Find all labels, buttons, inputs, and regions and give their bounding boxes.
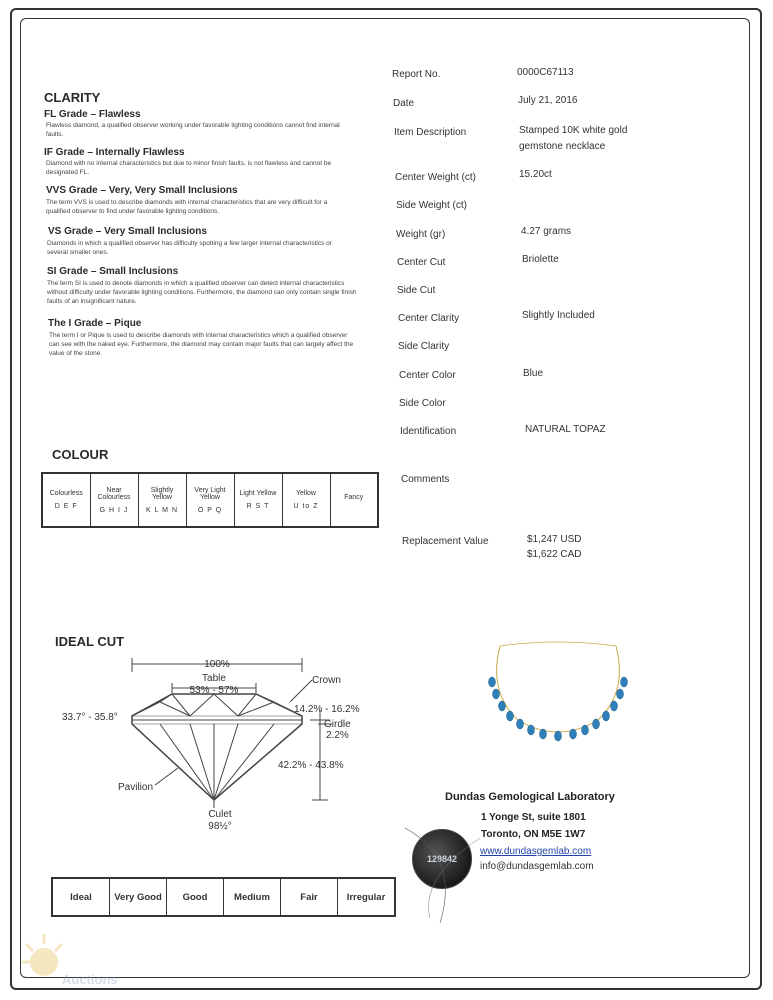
watermark-text: Auctions xyxy=(62,972,118,987)
replacement-value-label: Replacement Value xyxy=(402,536,489,547)
colour-cell xyxy=(234,473,282,527)
label-crown-range: 14.2% - 16.2% xyxy=(294,704,360,715)
center-clarity-value: Slightly Included xyxy=(522,310,595,321)
weight-gr-value: 4.27 grams xyxy=(521,226,572,237)
colour-name: Slightly Yellow xyxy=(150,486,174,501)
colour-name: Light Yellow xyxy=(239,490,277,497)
grade-if-title: IF Grade – Internally Flawless xyxy=(44,147,185,158)
center-color-value: Blue xyxy=(523,368,544,379)
colour-grades: G H I J xyxy=(99,506,129,514)
colour-grades: O P Q xyxy=(197,506,223,514)
label-culet: Culet xyxy=(208,809,232,820)
cut-scale-cell: Fair xyxy=(281,878,338,916)
grade-fl-title: FL Grade – Flawless xyxy=(44,109,141,120)
center-weight-value: 15.20ct xyxy=(519,169,552,180)
side-cut-label: Side Cut xyxy=(397,285,436,296)
grade-if-desc: Diamond with no internal characteristics but due to minor finish faults, is not flawless and cannot be designated FL. xyxy=(46,160,332,176)
replacement-cad: $1,622 CAD xyxy=(527,549,582,560)
colour-grades: D E F xyxy=(54,503,78,510)
identification-value: NATURAL TOPAZ xyxy=(525,424,606,435)
grade-i-title: The I Grade – Pique xyxy=(48,318,142,329)
colour-table xyxy=(41,472,379,528)
grade-i-desc: The term I or Pique is used to describe diamonds with internal characteristics which a qualified observer can see with the naked eye. Furthermore, the diamond may contain major faults that can largely affect the value of the stone. xyxy=(49,332,354,357)
colour-cell xyxy=(42,473,90,527)
colour-title: COLOUR xyxy=(52,447,109,462)
seal-number: 129842 xyxy=(426,854,458,864)
colour-grades: U to Z xyxy=(293,503,319,510)
label-total: 100% xyxy=(204,659,230,670)
colour-name: Colourless xyxy=(49,490,83,497)
label-crown: Crown xyxy=(312,675,341,686)
grade-vvs-title: VVS Grade – Very, Very Small Inclusions xyxy=(46,185,238,196)
colour-cell xyxy=(186,473,234,527)
date-label: Date xyxy=(393,98,415,109)
cut-scale-cell: Irregular xyxy=(338,878,396,916)
center-color-label: Center Color xyxy=(399,370,456,381)
label-table: Table xyxy=(202,673,226,684)
clarity-title: CLARITY xyxy=(44,90,101,105)
label-pavilion-range: 42.2% - 43.8% xyxy=(278,760,344,771)
colour-cell xyxy=(330,473,378,527)
replacement-usd: $1,247 USD xyxy=(527,534,582,545)
cut-scale-cell: Medium xyxy=(224,878,281,916)
report-no-value: 0000C67113 xyxy=(517,67,574,78)
cut-scale-cell: Ideal xyxy=(52,878,110,916)
label-girdle: Girdle xyxy=(324,719,351,730)
comments-label: Comments xyxy=(401,474,450,485)
lab-website-link[interactable]: www.dundasgemlab.com xyxy=(480,846,592,857)
grade-vvs-desc: The term VVS is used to describe diamonds with internal characteristics that are very difficult for a qualified observer to find under favorable lighting conditions. xyxy=(46,199,328,215)
center-cut-label: Center Cut xyxy=(397,257,446,268)
identification-label: Identification xyxy=(400,426,457,437)
item-description-label: Item Description xyxy=(394,127,467,138)
label-girdle-value: 2.2% xyxy=(326,730,349,741)
side-color-label: Side Color xyxy=(399,398,446,409)
label-culet-value: 98½° xyxy=(208,821,232,832)
center-weight-label: Center Weight (ct) xyxy=(395,172,476,183)
grade-vs-title: VS Grade – Very Small Inclusions xyxy=(48,226,207,237)
lab-email: info@dundasgemlab.com xyxy=(480,861,594,872)
colour-cell xyxy=(138,473,186,527)
diamond-diagram xyxy=(40,650,380,840)
date-value: July 21, 2016 xyxy=(518,95,578,106)
cut-scale-cell: Very Good xyxy=(110,878,167,916)
center-cut-value: Briolette xyxy=(522,254,559,265)
lab-name: Dundas Gemological Laboratory xyxy=(445,791,615,803)
label-pavilion: Pavilion xyxy=(118,782,154,793)
item-description-value: Stamped 10K white gold gemstone necklace xyxy=(519,125,628,152)
label-angle: 33.7° - 35.8° xyxy=(62,712,118,723)
cut-scale-table xyxy=(51,877,396,917)
colour-name: Fancy xyxy=(344,493,364,501)
center-clarity-label: Center Clarity xyxy=(398,313,460,324)
colour-name: Near Colourless xyxy=(97,486,131,501)
grade-si-title: SI Grade – Small Inclusions xyxy=(47,266,179,277)
weight-gr-label: Weight (gr) xyxy=(396,229,446,240)
colour-name: Very Light Yellow xyxy=(194,486,226,501)
side-clarity-label: Side Clarity xyxy=(398,341,450,352)
ideal-cut-title: IDEAL CUT xyxy=(55,634,125,649)
grade-si-desc: The term SI is used to denote diamonds in which a qualified observer can detect internal characteristics without difficulty under favorable lighting conditions. Furthermore, the diamond can only contain single finish faults of an insignificant nature. xyxy=(47,280,357,305)
label-table-range: 53% - 57% xyxy=(189,685,239,696)
lab-address-2: Toronto, ON M5E 1W7 xyxy=(481,829,586,840)
report-no-label: Report No. xyxy=(392,69,441,80)
colour-name: Yellow xyxy=(296,490,316,497)
colour-cell xyxy=(90,473,138,527)
cut-scale-cell: Good xyxy=(167,878,224,916)
grade-vs-desc: Diamonds in which a qualified observer has difficulty spotting a few larger internal characteristics or several smaller ones. xyxy=(47,240,332,256)
grade-fl-desc: Flawless diamond, a qualified observer working under favorable lighting conditions cannot find internal faults. xyxy=(46,122,340,138)
seal-swirl-icon xyxy=(400,818,490,928)
colour-grades: R S T xyxy=(246,503,270,510)
necklace-photo xyxy=(478,632,638,752)
colour-cell xyxy=(282,473,330,527)
lab-address-1: 1 Yonge St, suite 1801 xyxy=(481,812,586,823)
side-weight-label: Side Weight (ct) xyxy=(396,200,467,211)
colour-grades: K L M N xyxy=(145,506,179,514)
watermark-logo xyxy=(14,930,134,990)
